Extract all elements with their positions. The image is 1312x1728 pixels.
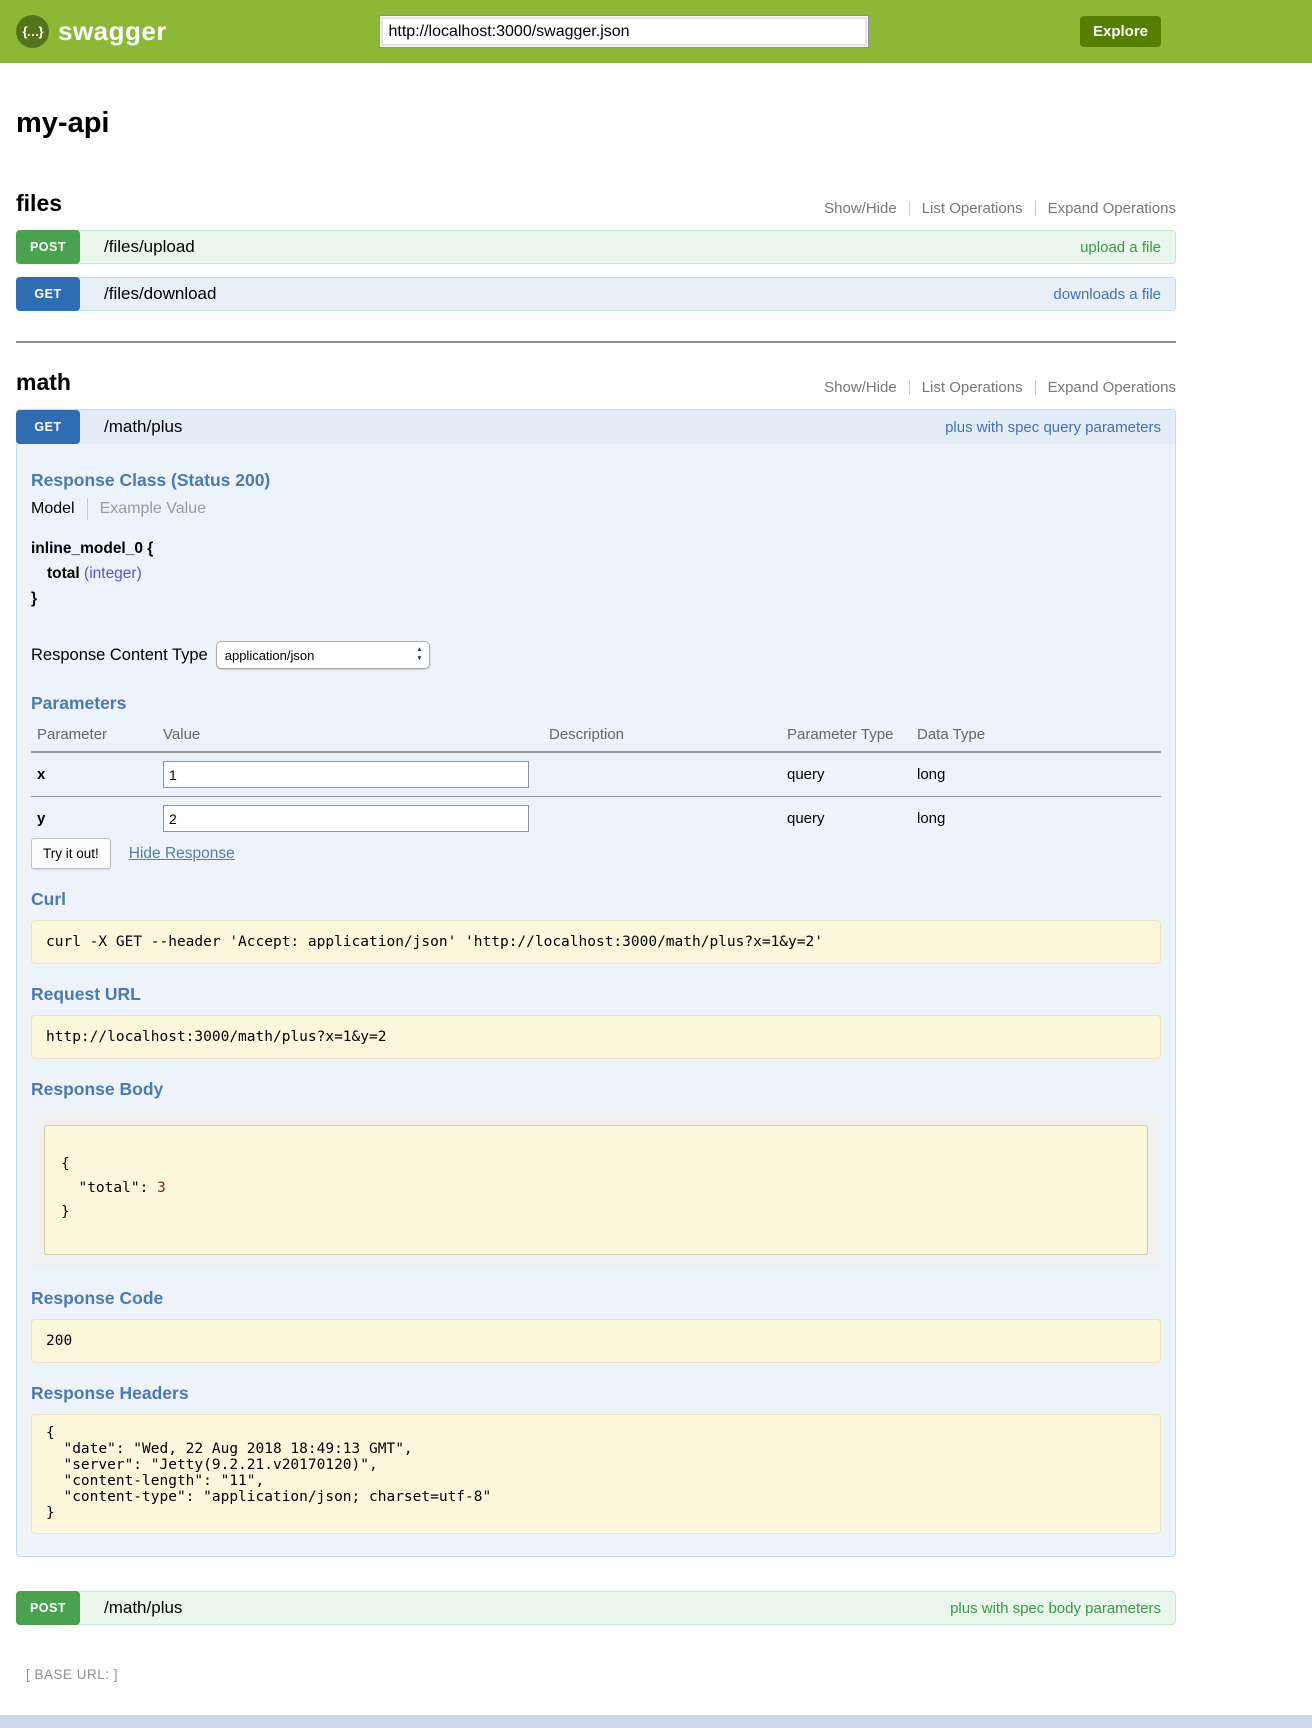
json-open-brace: {: [61, 1156, 70, 1172]
model-signature: [31, 536, 1161, 611]
col-header-value: Value: [157, 722, 543, 752]
response-body-heading: Response Body: [31, 1079, 164, 1099]
operation-get-math-plus: [16, 409, 1176, 1557]
param-type-y: query: [787, 810, 825, 827]
footer-bar: [0, 1715, 1312, 1728]
swagger-logo-text: swagger: [58, 16, 167, 46]
response-body-container: [31, 1112, 1161, 1268]
section-title-math: math: [16, 369, 71, 395]
param-description-x: [543, 752, 781, 797]
operation-summary-math-plus[interactable]: plus with spec query parameters: [945, 418, 1161, 436]
response-content-type-label: Response Content Type: [31, 645, 208, 664]
model-open-brace: inline_model_0 {: [31, 540, 154, 557]
response-body-json: [44, 1125, 1148, 1255]
operation-path-math-plus[interactable]: /math/plus: [104, 417, 183, 436]
tab-example-value[interactable]: Example Value: [99, 500, 207, 517]
param-row-x: [31, 752, 1161, 797]
header-bar: [0, 0, 1312, 63]
param-name-x: x: [31, 752, 157, 797]
api-title: my-api: [16, 107, 110, 139]
arrow-down-icon: ▼: [416, 655, 423, 662]
hide-response-link[interactable]: Hide Response: [128, 844, 235, 862]
response-content-type-select[interactable]: [216, 641, 430, 669]
operation-path-math-plus-post[interactable]: /math/plus: [104, 1598, 183, 1617]
operation-summary-files-download[interactable]: downloads a file: [1053, 285, 1161, 303]
response-code-heading: Response Code: [31, 1288, 164, 1308]
math-list-operations-link[interactable]: List Operations: [921, 379, 1023, 396]
files-show-hide-link[interactable]: Show/Hide: [824, 200, 897, 217]
parameters-table: [31, 722, 1161, 834]
math-section-controls: [824, 379, 1176, 396]
model-property: [31, 561, 1161, 586]
param-input-x[interactable]: [163, 761, 529, 788]
param-row-y: [31, 797, 1161, 835]
try-it-out-button[interactable]: Try it out!: [31, 838, 111, 869]
operation-get-math-plus-content: [17, 444, 1175, 1556]
math-show-hide-link[interactable]: Show/Hide: [824, 379, 897, 396]
files-section-controls: [824, 200, 1176, 217]
request-url-value: http://localhost:3000/math/plus?x=1&y=2: [31, 1015, 1161, 1059]
col-header-data-type: Data Type: [911, 722, 1161, 752]
parameters-heading: Parameters: [31, 693, 127, 713]
col-header-parameter: Parameter: [31, 722, 157, 752]
method-badge-post[interactable]: POST: [16, 230, 80, 264]
swagger-logo-icon: {…}: [16, 15, 49, 48]
curl-command: curl -X GET --header 'Accept: application/json' 'http://localhost:3000/math/plus?x=1&y=2': [31, 920, 1161, 964]
operation-summary-math-plus-post[interactable]: plus with spec body parameters: [950, 1599, 1161, 1617]
json-key: "total":: [61, 1180, 158, 1196]
param-data-type-y: long: [917, 810, 946, 827]
method-badge-get[interactable]: GET: [16, 410, 80, 444]
operation-summary-files-upload[interactable]: upload a file: [1080, 238, 1161, 256]
response-content-type-row: [31, 641, 1161, 669]
section-files: [16, 190, 1176, 311]
section-divider: [16, 341, 1176, 343]
divider-bar: [909, 380, 910, 395]
operation-post-files-upload: [16, 230, 1176, 264]
response-headers-json: { "date": "Wed, 22 Aug 2018 18:49:13 GMT", "server": "Jetty(9.2.21.v20170120)", "content-length": "11", "content-type": "application/json; charset=utf-8" }: [31, 1414, 1161, 1534]
divider-bar: [1035, 201, 1036, 216]
files-expand-operations-link[interactable]: Expand Operations: [1047, 200, 1176, 217]
method-badge-get[interactable]: GET: [16, 277, 80, 311]
param-input-y[interactable]: [163, 805, 529, 832]
tab-model[interactable]: Model: [31, 500, 75, 517]
response-class-tabs: [31, 498, 1161, 520]
response-code-value: 200: [31, 1319, 1161, 1363]
curl-heading: Curl: [31, 889, 66, 909]
request-url-heading: Request URL: [31, 984, 141, 1004]
operation-get-math-plus-header: [17, 410, 1175, 444]
json-close-brace: }: [61, 1204, 70, 1220]
operation-get-files-download: [16, 277, 1176, 311]
method-badge-post[interactable]: POST: [16, 1591, 80, 1625]
param-name-y: y: [37, 810, 46, 827]
model-close-brace: }: [31, 590, 38, 607]
explore-button[interactable]: Explore: [1080, 16, 1161, 47]
arrow-up-icon: ▲: [416, 646, 423, 653]
base-url-label: [ BASE URL: ]: [26, 1667, 119, 1682]
json-value: 3: [157, 1180, 166, 1196]
divider-bar: [909, 201, 910, 216]
model-property-type: (integer): [84, 565, 142, 582]
section-math: [16, 369, 1176, 1625]
section-title-files: files: [16, 190, 63, 216]
param-data-type-x: long: [911, 752, 1161, 797]
response-headers-heading: Response Headers: [31, 1383, 189, 1403]
main-content: [16, 107, 1176, 1682]
operation-path-files-upload[interactable]: /files/upload: [104, 237, 195, 256]
param-type-x: query: [781, 752, 911, 797]
files-list-operations-link[interactable]: List Operations: [921, 200, 1023, 217]
divider-bar: [1035, 380, 1036, 395]
param-description-y: [543, 797, 781, 835]
model-property-name: total: [47, 565, 80, 582]
math-expand-operations-link[interactable]: Expand Operations: [1047, 379, 1176, 396]
tab-divider: [87, 498, 88, 520]
operation-path-files-download[interactable]: /files/download: [104, 284, 217, 303]
col-header-parameter-type: Parameter Type: [781, 722, 911, 752]
col-header-description: Description: [543, 722, 781, 752]
response-class-heading: Response Class (Status 200): [31, 470, 271, 490]
swagger-logo[interactable]: [16, 15, 167, 48]
swagger-url-input[interactable]: [379, 15, 869, 48]
operation-post-math-plus: [16, 1591, 1176, 1625]
